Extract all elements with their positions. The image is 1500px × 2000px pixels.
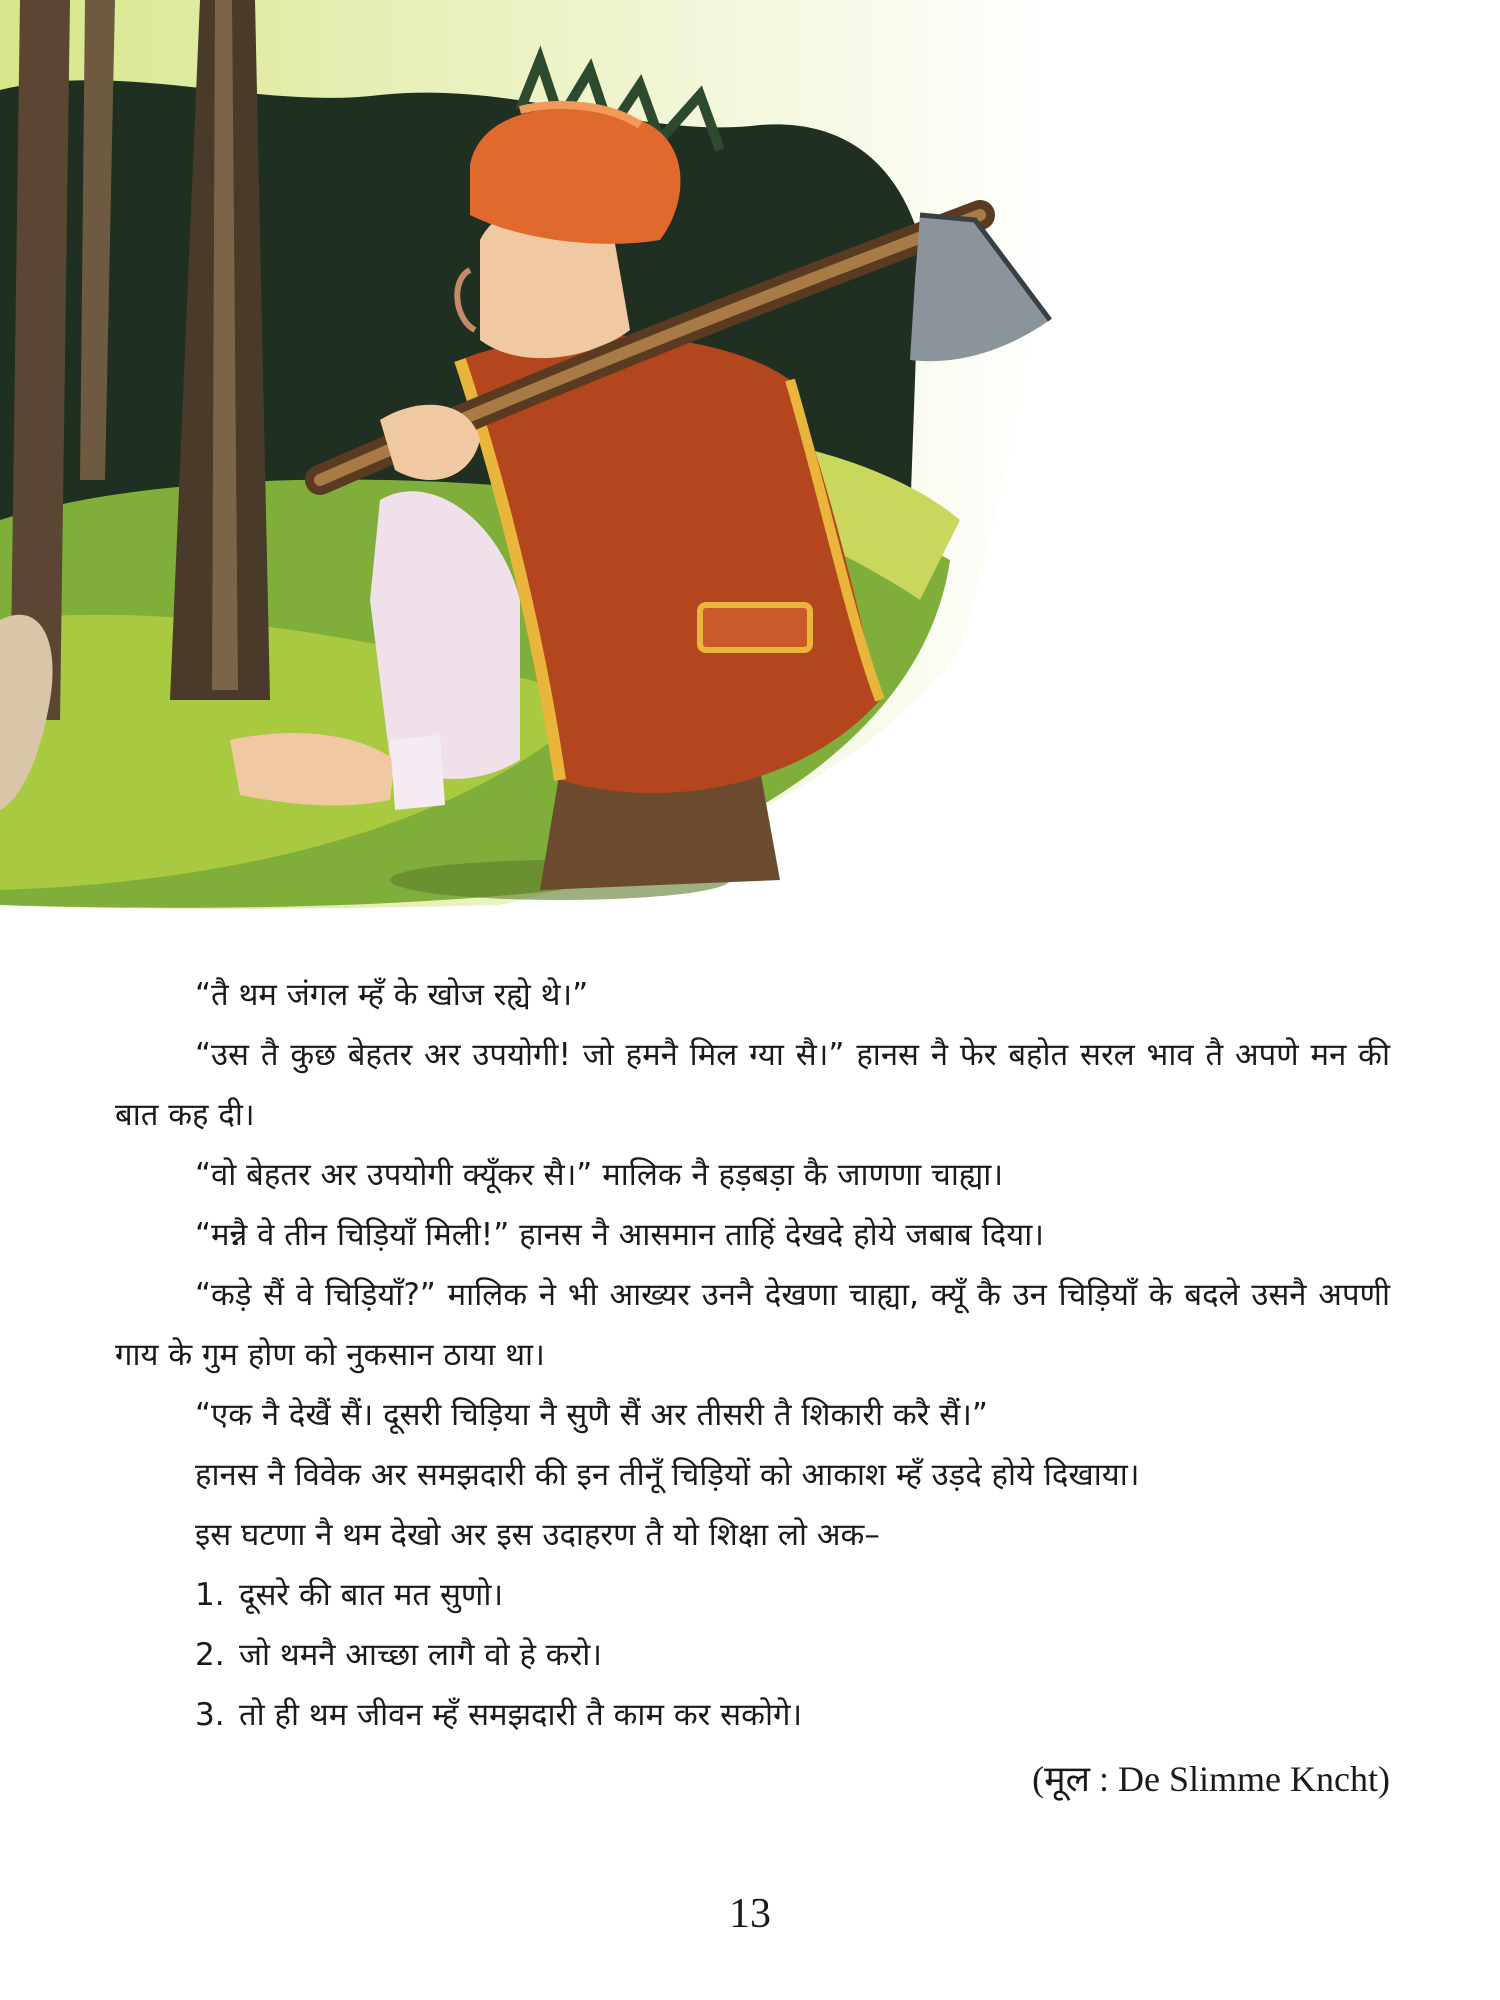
story-paragraph: “एक नै देखैं सैं। दूसरी चिड़िया नै सुणै सैं अर तीसरी तै शिकारी करै सैं।” [195, 1397, 988, 1433]
list-text: दूसरे की बात मत सुणो। [239, 1577, 504, 1613]
story-paragraph: “उस तै कुछ बेहतर अर उपयोगी! जो हमनै मिल ग्या सै।” हानस नै फेर बहोत सरल भाव तै अपणे मन की बात कह दी। [115, 1037, 1390, 1133]
list-number: 2. [195, 1637, 225, 1673]
story-paragraph: “मन्नै वे तीन चिड़ियाँ मिली!” हानस नै आसमान ताहिं देखदे होये जबाब दिया। [195, 1217, 1044, 1253]
story-paragraph: “कड़े सैं वे चिड़ियाँ?” मालिक ने भी आख्यर उननै देखणा चाह्या, क्यूँ कै उन चिड़ियाँ के बदले उसनै अपणी गाय के गुम होण को नुकसान ठाया था। [115, 1277, 1390, 1373]
list-text: तो ही थम जीवन म्हँ समझदारी तै काम कर सकोगे। [239, 1697, 803, 1733]
story-line: इस घटणा नै थम देखो अर इस उदाहरण तै यो शिक्षा लो अक– [195, 1517, 880, 1553]
story-illustration [0, 0, 1100, 910]
story-text [115, 965, 1390, 1809]
moral-list-item [115, 1625, 1390, 1685]
moral-list-item [115, 1565, 1390, 1625]
page-number: 13 [729, 1891, 771, 1937]
moral-list-item [115, 1685, 1390, 1745]
story-paragraph: “वो बेहतर अर उपयोगी क्यूँकर सै।” मालिक नै हड़बड़ा कै जाणणा चाह्या। [195, 1157, 1004, 1193]
list-text: जो थमनै आच्छा लागै वो हे करो। [239, 1637, 603, 1673]
list-number: 1. [195, 1577, 225, 1613]
list-number: 3. [195, 1697, 225, 1733]
story-paragraph: “तै थम जंगल म्हँ के खोज रह्ये थे।” [195, 977, 589, 1013]
source-citation: (मूल : De Slimme Kncht) [1032, 1759, 1390, 1799]
story-line: हानस नै विवेक अर समझदारी की इन तीनूँ चिड़ियों को आकाश म्हँ उड़दे होये दिखाया। [195, 1457, 1140, 1493]
